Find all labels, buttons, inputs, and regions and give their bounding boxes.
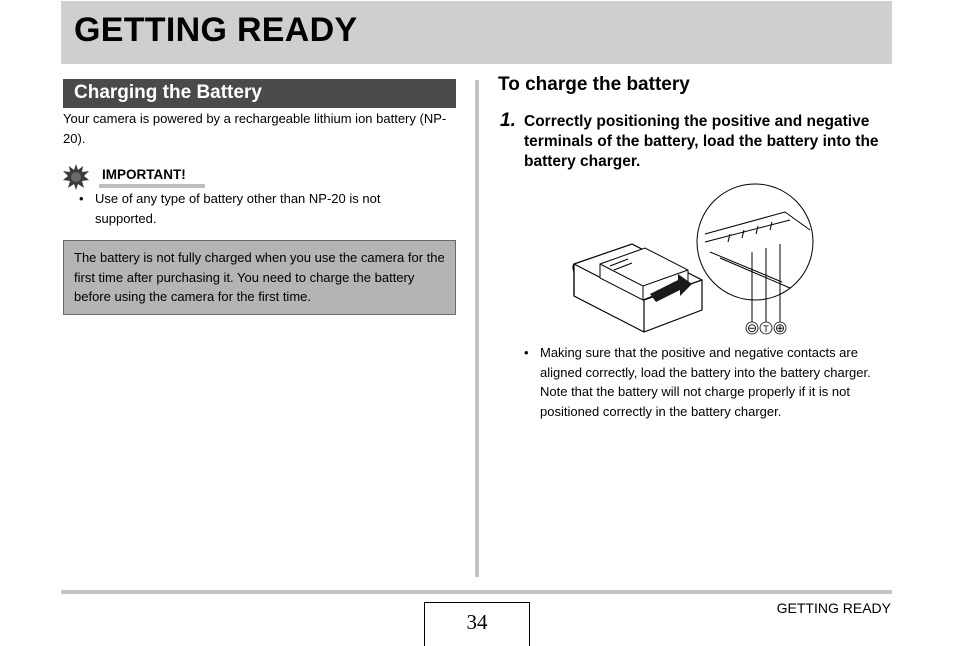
bullet-text: Making sure that the positive and negative contacts are aligned correctly, load the battery into the battery charger. Note that the battery will not charge properly if it is not positioned correctly in the battery charger. bbox=[540, 345, 871, 419]
page-number-box bbox=[424, 602, 530, 646]
charging-bullet bbox=[524, 343, 894, 421]
note-box bbox=[63, 240, 456, 315]
chapter-title: GETTING READY bbox=[74, 11, 358, 49]
bullet-text: Use of any type of battery other than NP-20 is not supported. bbox=[95, 191, 381, 226]
column-divider bbox=[475, 80, 479, 577]
magnified-terminals bbox=[697, 184, 813, 322]
important-underline bbox=[99, 184, 205, 188]
thermistor-terminal-symbol: T bbox=[763, 324, 769, 334]
starburst-icon bbox=[63, 164, 89, 190]
subsection-title: To charge the battery bbox=[498, 74, 690, 95]
step-number: 1. bbox=[500, 110, 516, 131]
important-label: IMPORTANT! bbox=[102, 167, 186, 182]
note-text: The battery is not fully charged when you use the camera for the first time after purchasing it. You need to charge the battery before using the camera for the first time. bbox=[74, 250, 445, 304]
section-heading-bar bbox=[63, 79, 456, 108]
positive-terminal-symbol: ⊕ bbox=[774, 321, 786, 335]
terminal-symbols bbox=[746, 321, 786, 335]
negative-terminal-symbol: ⊖ bbox=[746, 321, 758, 335]
step-text: Correctly positioning the positive and negative terminals of the battery, load the battery into the battery charger. bbox=[524, 113, 879, 170]
section-title: Charging the Battery bbox=[74, 82, 262, 103]
important-callout bbox=[63, 163, 208, 189]
chapter-header bbox=[61, 1, 892, 64]
section-intro: Your camera is powered by a rechargeable lithium ion battery (NP-20). bbox=[63, 111, 447, 146]
footer-rule bbox=[61, 590, 892, 594]
important-bullet bbox=[79, 189, 429, 228]
page-number: 34 bbox=[466, 610, 488, 634]
footer-section-label: GETTING READY bbox=[776, 600, 891, 616]
bullet-dot: • bbox=[79, 191, 84, 206]
battery-charger-illustration bbox=[570, 182, 818, 337]
bullet-dot: • bbox=[524, 345, 529, 360]
